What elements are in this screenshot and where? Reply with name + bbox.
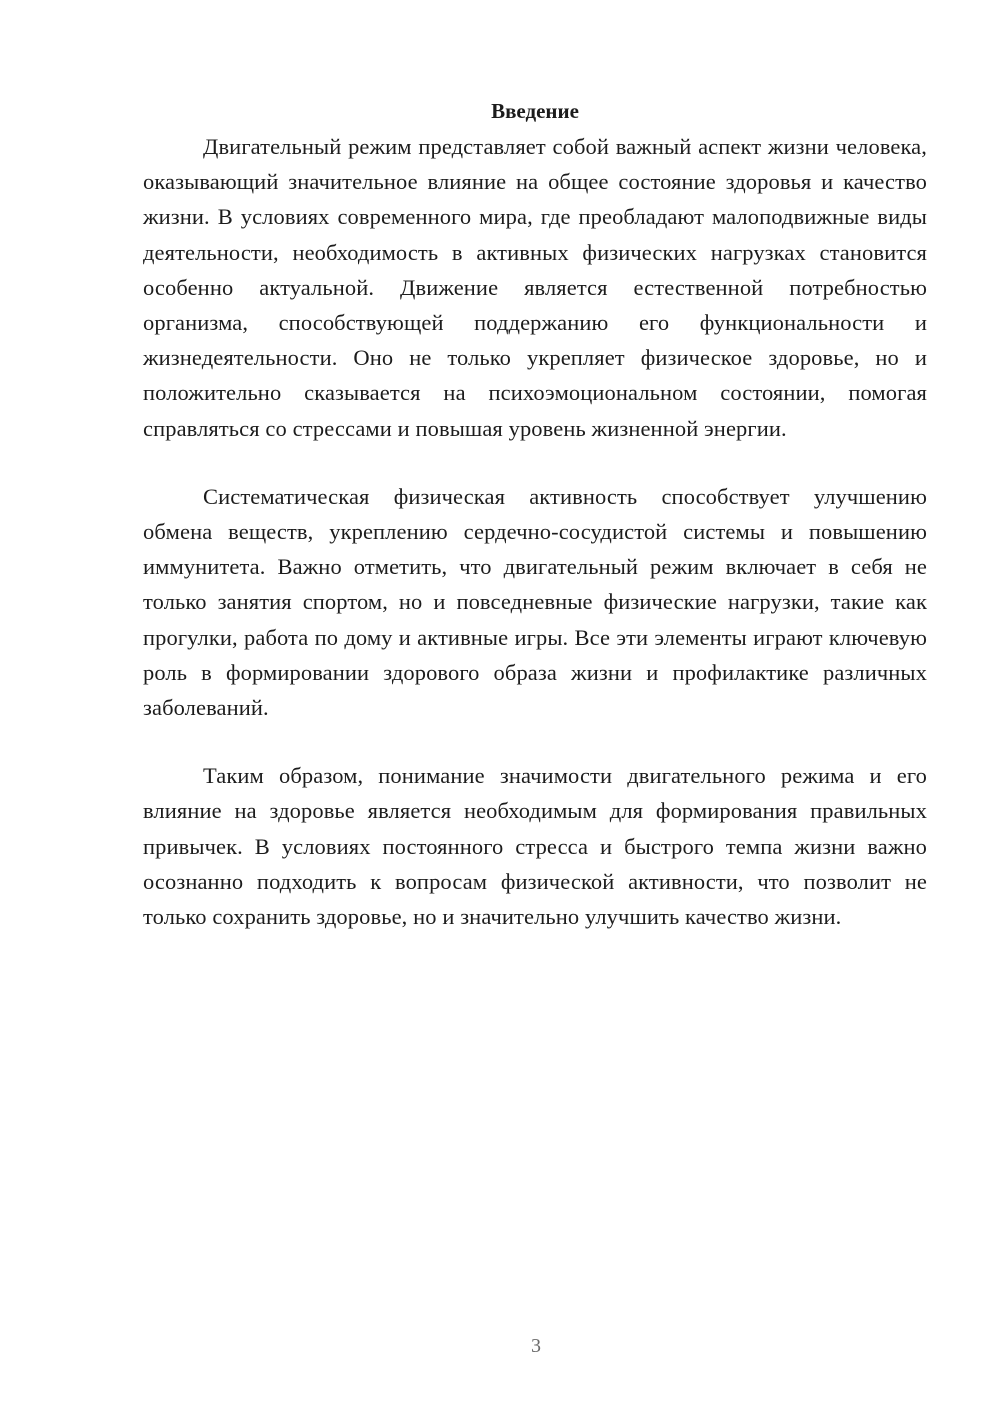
document-body	[143, 96, 927, 934]
section-title: Введение	[491, 99, 579, 123]
paragraph-2: Систематическая физическая активность способствует улучшению обмена веществ, укреплению сердечно-сосудистой системы и повышению иммунитета. Важно отметить, что двигательный режим включает в себя не только занятия спортом, но и повседневные физические нагрузки, такие как прогулки, работа по дому и активные игры. Все эти элементы играют ключевую роль в формировании здорового образа жизни и профилактике различных заболеваний.	[143, 483, 927, 721]
paragraph-1: Двигательный режим представляет собой важный аспект жизни человека, оказывающий значительное влияние на общее состояние здоровья и качество жизни. В условиях современного мира, где преобладают малоподвижные виды деятельности, необходимость в активных физических нагрузках становится особенно актуальной. Движение является естественной потребностью организма, способствующей поддержанию его функциональности и жизнедеятельности. Оно не только укрепляет физическое здоровье, но и положительно сказывается на психоэмоциональном состоянии, помогая справляться со стрессами и повышая уровень жизненной энергии.	[143, 134, 927, 441]
page-number: 3	[531, 1335, 541, 1357]
paragraph-3: Таким образом, понимание значимости двигательного режима и его влияние на здоровье является необходимым для формирования правильных привычек. В условиях постоянного стресса и быстрого темпа жизни важно осознанно подходить к вопросам физической активности, что позволит не только сохранить здоровье, но и значительно улучшить качество жизни.	[143, 763, 927, 930]
